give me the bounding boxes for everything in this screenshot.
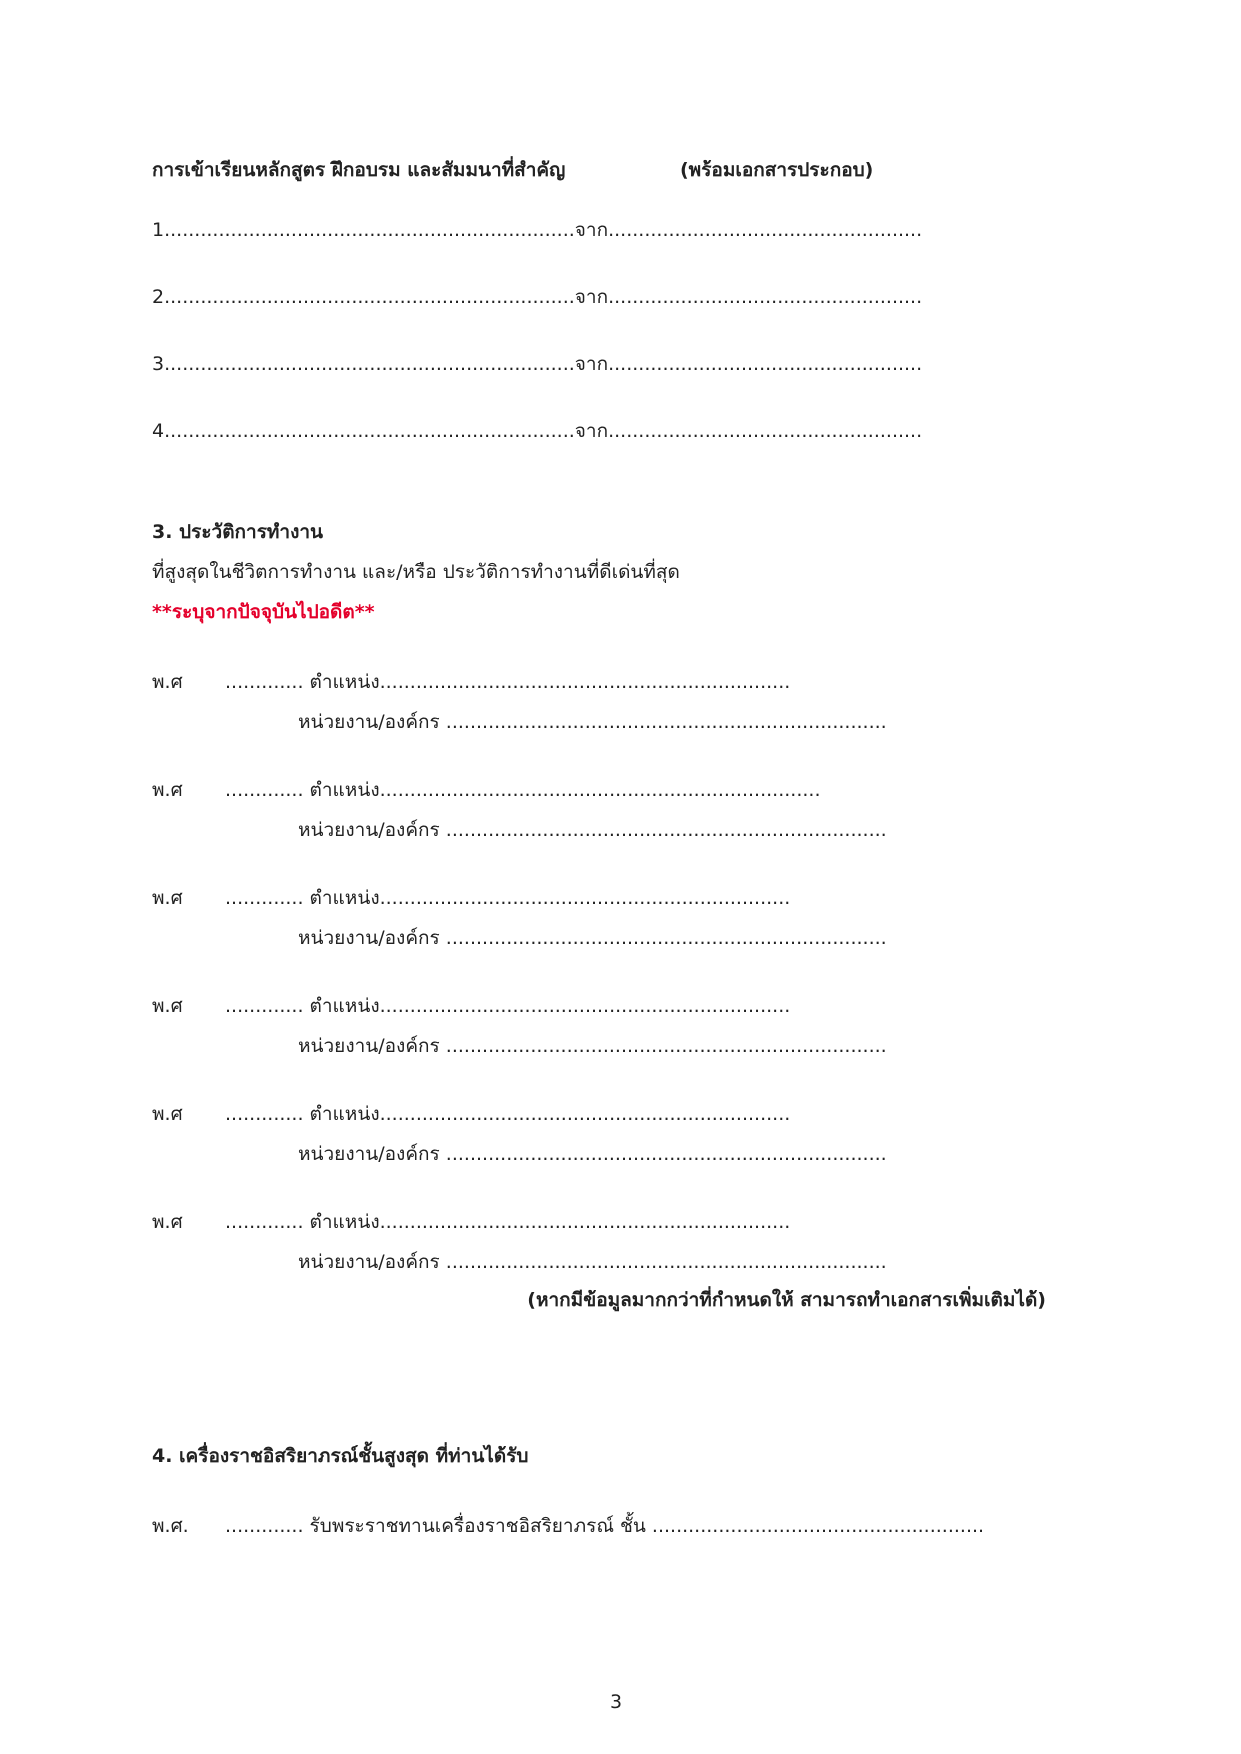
work-history-heading: 3. ประวัติการทำงาน (152, 521, 324, 543)
work-entry-year: พ.ศ (152, 1211, 183, 1233)
work-entry-year: พ.ศ (152, 995, 183, 1017)
work-entry-year: พ.ศ (152, 887, 183, 909)
work-entry-year: พ.ศ (152, 779, 183, 801)
training-line[interactable]: 1....................................................................จาก.................................................... (152, 219, 923, 241)
work-entry-position[interactable]: ............. ตำแหน่ง.................................................................... (225, 671, 791, 693)
work-entry-org[interactable]: หน่วยงาน/องค์กร ......................................................................... (298, 1035, 887, 1057)
training-line[interactable]: 2....................................................................จาก.................................................... (152, 286, 923, 308)
decoration-year: พ.ศ. (152, 1515, 189, 1537)
work-entry-position[interactable]: ............. ตำแหน่ง.................................................................... (225, 1211, 791, 1233)
page-number: 3 (610, 1691, 623, 1713)
work-entry-position[interactable]: ............. ตำแหน่ง.................................................................... (225, 887, 791, 909)
work-entry-year: พ.ศ (152, 671, 183, 693)
work-history-instruction: **ระบุจากปัจจุบันไปอดีต** (152, 601, 375, 623)
work-entry-position[interactable]: ............. ตำแหน่ง.................................................................... (225, 1103, 791, 1125)
work-entry-org[interactable]: หน่วยงาน/องค์กร ......................................................................... (298, 711, 887, 733)
work-entry-org[interactable]: หน่วยงาน/องค์กร ......................................................................... (298, 819, 887, 841)
work-entry-org[interactable]: หน่วยงาน/องค์กร ......................................................................... (298, 927, 887, 949)
work-history-footnote: (หากมีข้อมูลมากกว่าที่กำหนดให้ สามารถทำเอกสารเพิ่มเติมได้) (527, 1289, 1046, 1311)
work-entry-position[interactable]: ............. ตำแหน่ง.................................................................... (225, 995, 791, 1017)
training-heading: การเข้าเรียนหลักสูตร ฝึกอบรม และสัมมนาที่สำคัญ (152, 159, 566, 181)
training-line[interactable]: 4....................................................................จาก.................................................... (152, 420, 923, 442)
decoration-heading: 4. เครื่องราชอิสริยาภรณ์ชั้นสูงสุด ที่ท่านได้รับ (152, 1445, 529, 1467)
work-entry-year: พ.ศ (152, 1103, 183, 1125)
work-entry-org[interactable]: หน่วยงาน/องค์กร ......................................................................... (298, 1143, 887, 1165)
decoration-line[interactable]: ............. รับพระราชทานเครื่องราชอิสริยาภรณ์ ชั้น ....................................................... (225, 1515, 985, 1537)
training-line[interactable]: 3....................................................................จาก.................................................... (152, 353, 923, 375)
training-note: (พร้อมเอกสารประกอบ) (680, 159, 874, 181)
work-entry-org[interactable]: หน่วยงาน/องค์กร ......................................................................... (298, 1251, 887, 1273)
work-history-subtitle: ที่สูงสุดในชีวิตการทำงาน และ/หรือ ประวัติการทำงานที่ดีเด่นที่สุด (152, 561, 680, 583)
work-entry-position[interactable]: ............. ตำแหน่ง......................................................................... (225, 779, 821, 801)
